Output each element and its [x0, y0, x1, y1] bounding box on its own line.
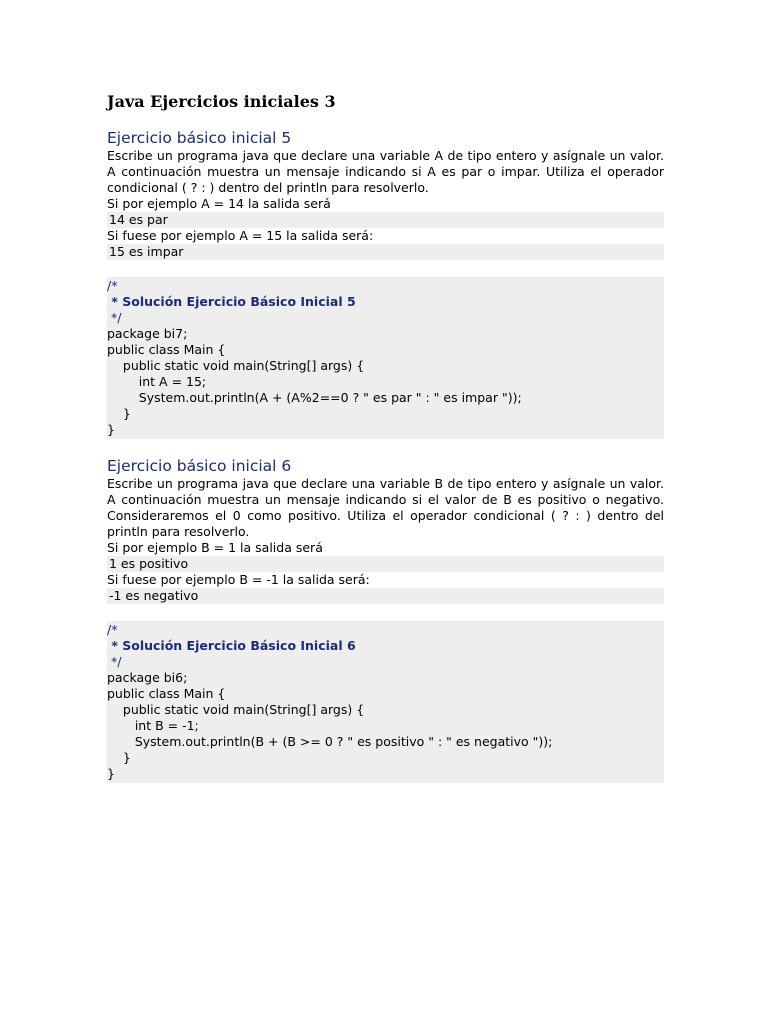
- exercise-6-example1-intro: Si por ejemplo B = 1 la salida será: [107, 540, 323, 555]
- code-line: }: [107, 406, 131, 421]
- exercise-6-section: [107, 456, 664, 783]
- code-line: public static void main(String[] args) {: [107, 358, 365, 373]
- exercise-5-heading: Ejercicio básico inicial 5: [107, 129, 292, 147]
- exercise-6-code-block: [107, 621, 664, 783]
- code-comment-close: */: [107, 310, 122, 325]
- code-line: package bi6;: [107, 670, 188, 685]
- exercise-6-heading: Ejercicio básico inicial 6: [107, 457, 292, 475]
- exercise-6-description: Escribe un programa java que declare una variable B de tipo entero y asígnale un valor. A continuación muestra un mensaje indicando si el valor de B es positivo o negativo. Consideraremos el 0 como positivo. Utiliza el operador condicional ( ? : ) dentro del println para resolverlo.: [107, 476, 664, 539]
- exercise-6-example2-intro: Si fuese por ejemplo B = -1 la salida será:: [107, 572, 370, 587]
- code-line: public class Main {: [107, 686, 226, 701]
- exercise-5-example2-output: 15 es impar: [107, 244, 664, 260]
- code-line: int A = 15;: [107, 374, 207, 389]
- exercise-6-example2-output: -1 es negativo: [107, 588, 664, 604]
- code-line: }: [107, 422, 115, 437]
- exercise-6-example1-output: 1 es positivo: [107, 556, 664, 572]
- code-line: }: [107, 766, 115, 781]
- code-comment-open: /*: [107, 622, 118, 637]
- code-line: int B = -1;: [107, 718, 199, 733]
- code-line: public class Main {: [107, 342, 226, 357]
- document-page: [107, 92, 664, 800]
- code-line: public static void main(String[] args) {: [107, 702, 365, 717]
- code-line: }: [107, 750, 131, 765]
- exercise-5-code-block: [107, 277, 664, 439]
- exercise-5-description: Escribe un programa java que declare una variable A de tipo entero y asígnale un valor. A continuación muestra un mensaje indicando si A es par o impar. Utiliza el operador condicional ( ? : ) dentro del println para resolverlo.: [107, 148, 664, 195]
- exercise-5-example1-intro: Si por ejemplo A = 14 la salida será: [107, 196, 331, 211]
- document-title: Java Ejercicios iniciales 3: [107, 92, 336, 111]
- code-comment-title: * Solución Ejercicio Básico Inicial 5: [107, 294, 356, 309]
- code-line: System.out.println(A + (A%2==0 ? " es par " : " es impar "));: [107, 390, 522, 405]
- code-comment-close: */: [107, 654, 122, 669]
- exercise-5-section: [107, 128, 664, 439]
- exercise-5-example2-intro: Si fuese por ejemplo A = 15 la salida será:: [107, 228, 374, 243]
- code-line: System.out.println(B + (B >= 0 ? " es positivo " : " es negativo "));: [107, 734, 553, 749]
- code-comment-title: * Solución Ejercicio Básico Inicial 6: [107, 638, 356, 653]
- code-line: package bi7;: [107, 326, 188, 341]
- exercise-5-example1-output: 14 es par: [107, 212, 664, 228]
- code-comment-open: /*: [107, 278, 118, 293]
